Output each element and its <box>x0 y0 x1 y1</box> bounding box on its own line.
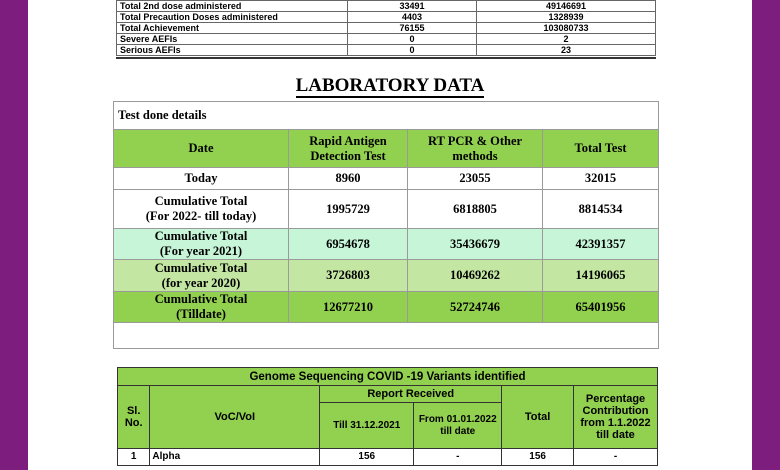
header-percentage: Percentage Contribution from 1.1.2022 till date <box>574 386 658 449</box>
rtpcr-value: 10469262 <box>408 260 543 292</box>
laboratory-heading: LABORATORY DATA <box>295 75 485 96</box>
laboratory-data-table <box>113 101 659 349</box>
cumulative-value: 1328939 <box>477 12 656 23</box>
cumulative-value: 103080733 <box>477 23 656 34</box>
page-border-left <box>0 0 28 470</box>
row-label: Total Achievement <box>117 23 348 34</box>
till-value: 156 <box>320 449 414 466</box>
table-row <box>117 45 656 56</box>
header-sl-no: Sl. No. <box>118 386 150 449</box>
table-row <box>114 190 659 229</box>
today-value: 0 <box>348 34 477 45</box>
date-sublabel: (for year 2020) <box>161 275 241 290</box>
table-title-row <box>114 102 659 130</box>
table-row <box>114 292 659 323</box>
date-label: Cumulative Total <box>154 260 248 275</box>
date-cell <box>114 229 289 260</box>
genome-sequencing-table <box>117 367 658 466</box>
cumulative-value: 49146691 <box>477 1 656 12</box>
table-row <box>114 260 659 292</box>
table-row <box>117 12 656 23</box>
header-from-2022: From 01.01.2022 till date <box>414 403 502 449</box>
table-row <box>117 34 656 45</box>
table-row <box>114 229 659 260</box>
rtpcr-value: 35436679 <box>408 229 543 260</box>
row-label: Total 2nd dose administered <box>117 1 348 12</box>
total-value: 42391357 <box>543 229 659 260</box>
date-label: Cumulative Total <box>154 229 248 243</box>
row-label: Total Precaution Doses administered <box>117 12 348 23</box>
table-row <box>117 23 656 34</box>
date-sublabel: (For 2022- till today) <box>145 209 257 223</box>
table-header-row <box>114 130 659 168</box>
table-row <box>114 168 659 190</box>
page-border-right <box>752 0 780 470</box>
pct-value: - <box>574 449 658 466</box>
cumulative-value: 23 <box>477 45 656 56</box>
from-value: - <box>414 449 502 466</box>
vaccination-summary-table <box>116 0 656 56</box>
total-value: 8814534 <box>543 190 659 229</box>
total-value: 14196065 <box>543 260 659 292</box>
test-done-title: Test done details <box>114 102 659 130</box>
date-sublabel: (For year 2021) <box>159 244 243 258</box>
variant-name: Alpha <box>150 449 320 466</box>
total-value: 32015 <box>543 168 659 190</box>
rtpcr-value: 23055 <box>408 168 543 190</box>
rapid-value: 3726803 <box>289 260 408 292</box>
header-total: Total <box>502 386 574 449</box>
table-header-row <box>118 386 658 403</box>
cumulative-value: 2 <box>477 34 656 45</box>
genome-title: Genome Sequencing COVID -19 Variants identified <box>118 368 658 386</box>
header-report-received: Report Received <box>320 386 502 403</box>
rtpcr-value: 52724746 <box>408 292 543 323</box>
header-till-2021: Till 31.12.2021 <box>320 403 414 449</box>
date-cell <box>114 292 289 323</box>
row-label: Serious AEFIs <box>117 45 348 56</box>
today-value: 4403 <box>348 12 477 23</box>
table-title-row <box>118 368 658 386</box>
today-value: 76155 <box>348 23 477 34</box>
empty-cell <box>114 323 659 349</box>
rapid-value: 6954678 <box>289 229 408 260</box>
date-label: Cumulative Total <box>154 292 248 306</box>
header-date: Date <box>114 130 289 168</box>
empty-row <box>114 323 659 349</box>
header-voc-voi: VoC/VoI <box>150 386 320 449</box>
section-heading <box>0 75 780 97</box>
sl-value: 1 <box>118 449 150 466</box>
date-sublabel: (Tilldate) <box>176 307 226 321</box>
rapid-value: 8960 <box>289 168 408 190</box>
rapid-value: 1995729 <box>289 190 408 229</box>
row-label: Severe AEFIs <box>117 34 348 45</box>
total-value: 156 <box>502 449 574 466</box>
today-value: 0 <box>348 45 477 56</box>
date-label: Cumulative Total <box>154 194 248 208</box>
date-label: Today <box>184 171 218 185</box>
date-cell <box>114 260 289 292</box>
date-cell <box>114 168 289 190</box>
header-rt-pcr: RT PCR & Other methods <box>408 130 543 168</box>
table-row <box>118 449 658 466</box>
total-value: 65401956 <box>543 292 659 323</box>
rapid-value: 12677210 <box>289 292 408 323</box>
header-total-test: Total Test <box>543 130 659 168</box>
today-value: 33491 <box>348 1 477 12</box>
table-row <box>117 1 656 12</box>
rtpcr-value: 6818805 <box>408 190 543 229</box>
header-rapid-antigen: Rapid Antigen Detection Test <box>289 130 408 168</box>
table-divider <box>116 57 656 59</box>
date-cell <box>114 190 289 229</box>
